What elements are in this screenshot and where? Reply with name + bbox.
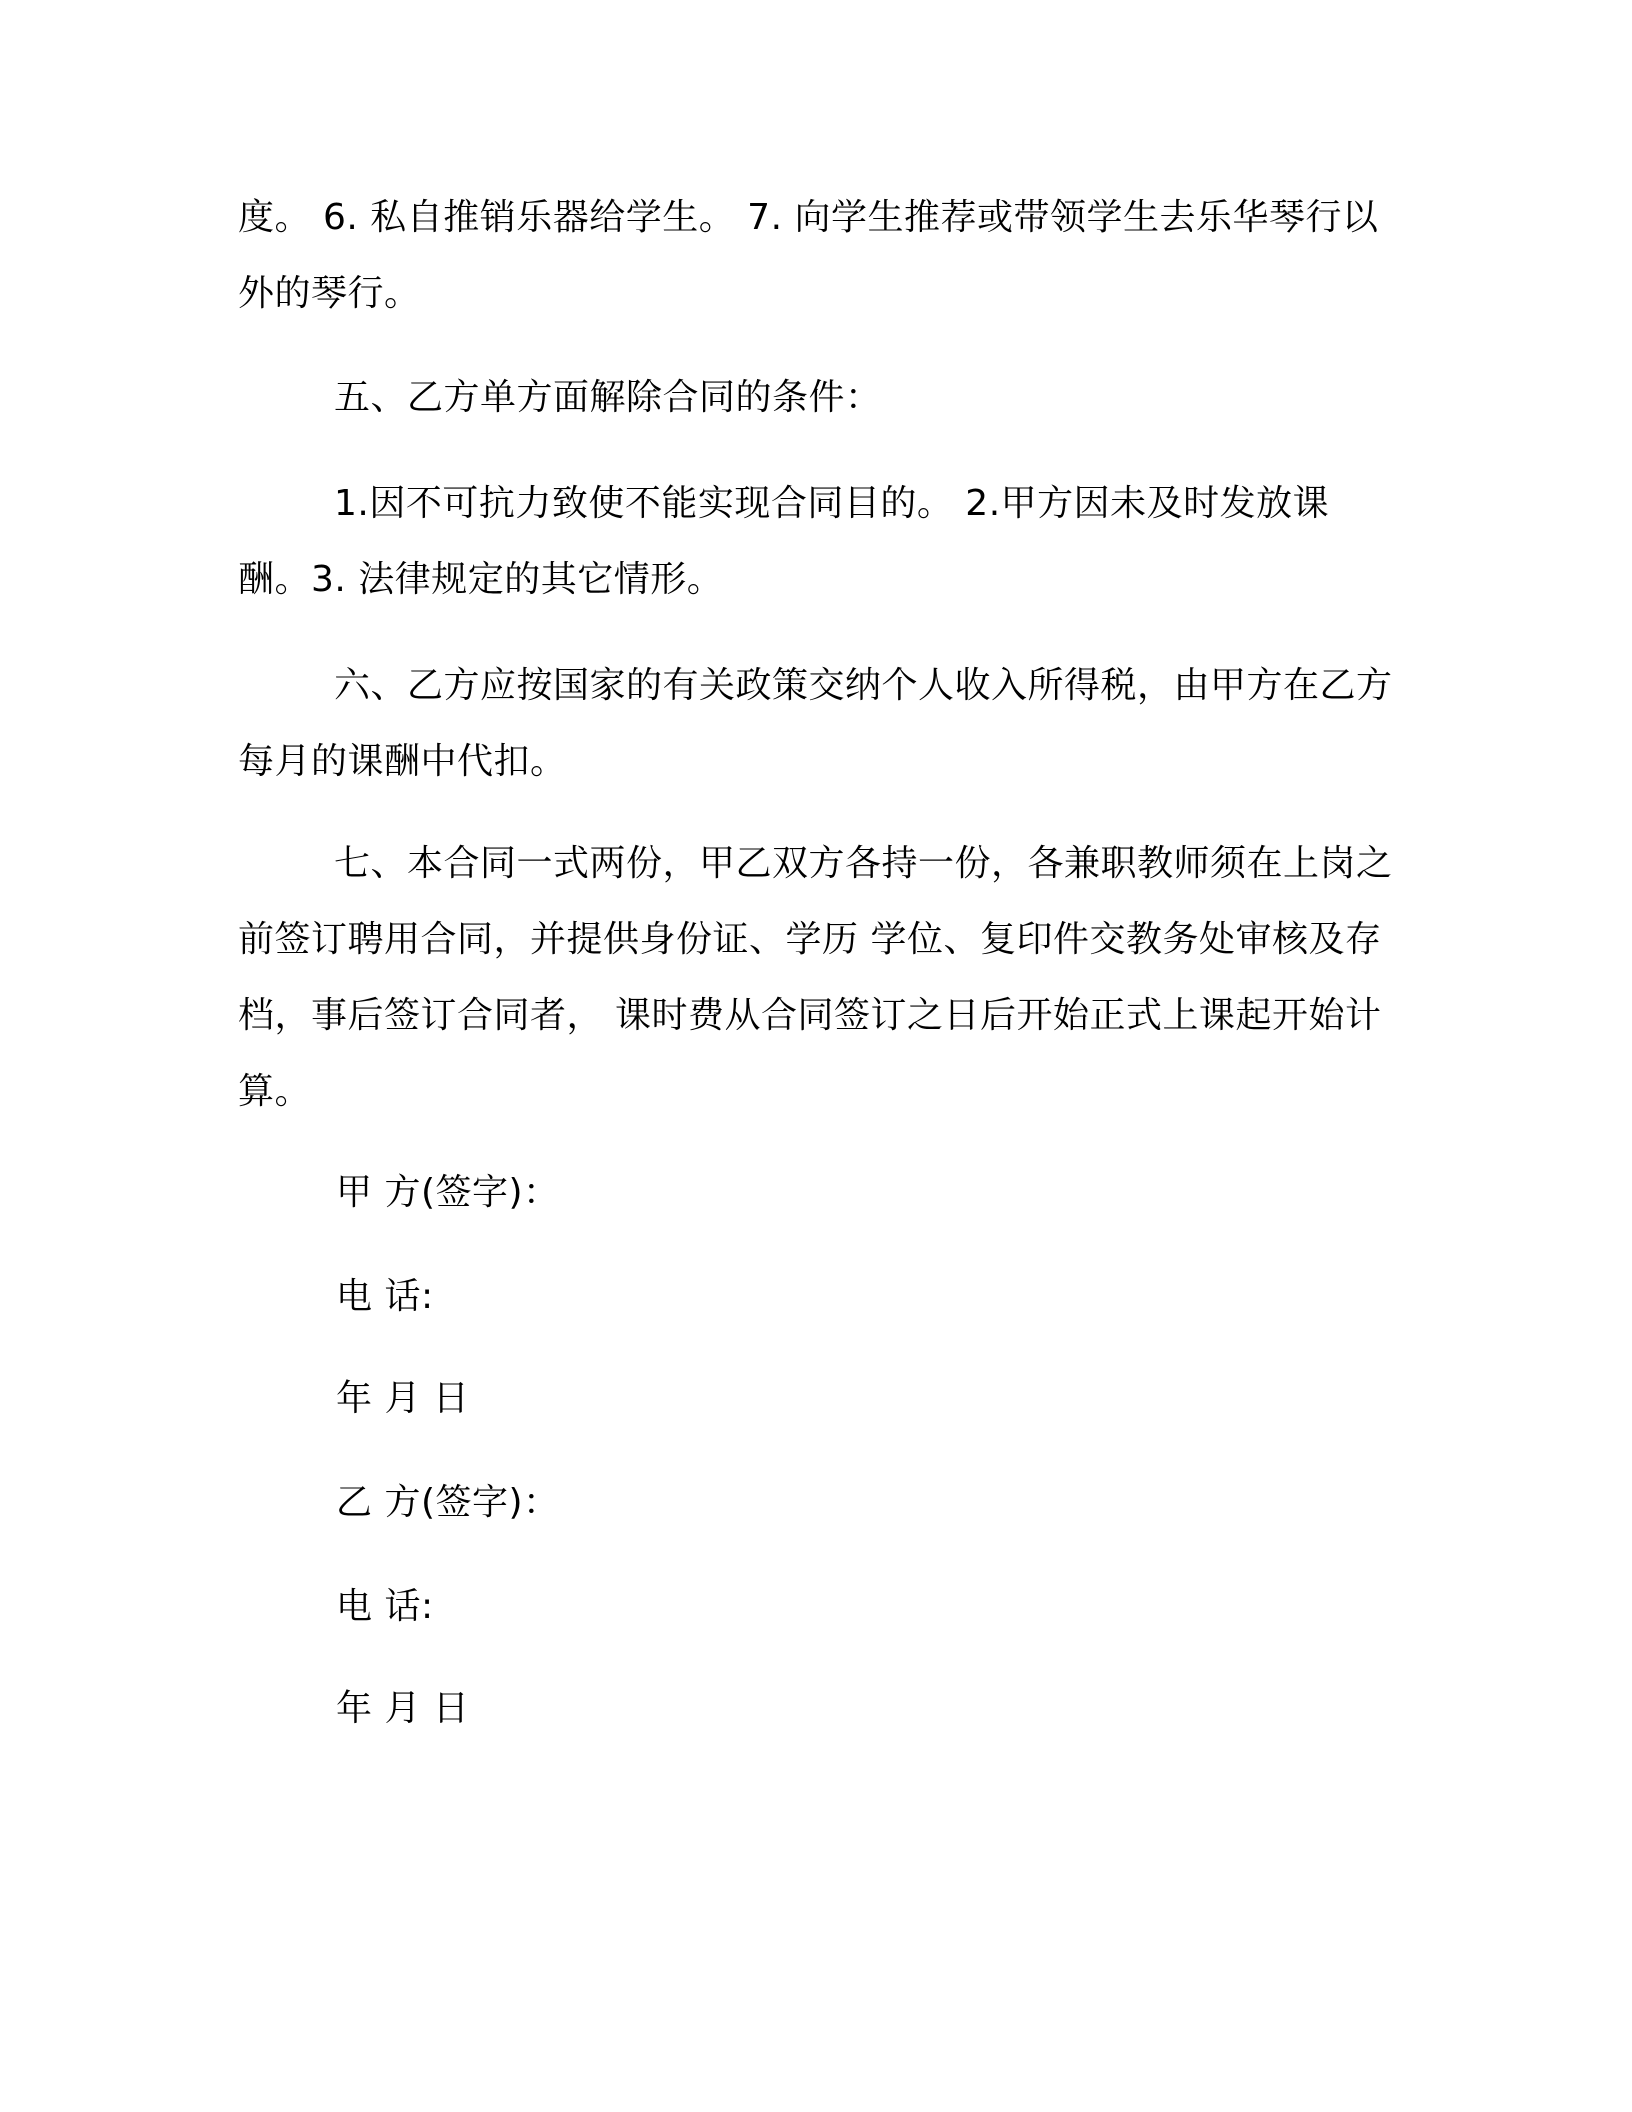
party-b-phone-label: 电 话: <box>336 1586 434 1627</box>
party-b-signature-label: 乙 方(签字)： <box>336 1482 560 1523</box>
section-7-paragraph: 七、本合同一式两份，甲乙双方各持一份，各兼职教师须在上岗之前签订聘用合同，并提供身份证、学历 学位、复印件交教务处审核及存档，事后签订合同者， 课时费从合同签订之日后开始正式上课起开始计算。 <box>238 843 1393 1112</box>
party-a-signature-label: 甲 方(签字)： <box>336 1172 560 1213</box>
party-a-phone-label: 电 话: <box>336 1276 434 1317</box>
party-b-date-label: 年 月 日 <box>336 1688 470 1729</box>
section-5-heading: 五、乙方单方面解除合同的条件： <box>334 377 882 418</box>
section-6-paragraph: 六、乙方应按国家的有关政策交纳个人收入所得税，由甲方在乙方每月的课酬中代扣。 <box>238 665 1393 782</box>
party-a-date-label: 年 月 日 <box>336 1378 470 1419</box>
section-5-items: 1.因不可抗力致使不能实现合同目的。 2.甲方因未及时发放课酬。3. 法律规定的其它情形。 <box>238 483 1330 600</box>
continued-paragraph: 度。 6. 私自推销乐器给学生。 7. 向学生推荐或带领学生去乐华琴行以外的琴行。 <box>238 197 1379 314</box>
